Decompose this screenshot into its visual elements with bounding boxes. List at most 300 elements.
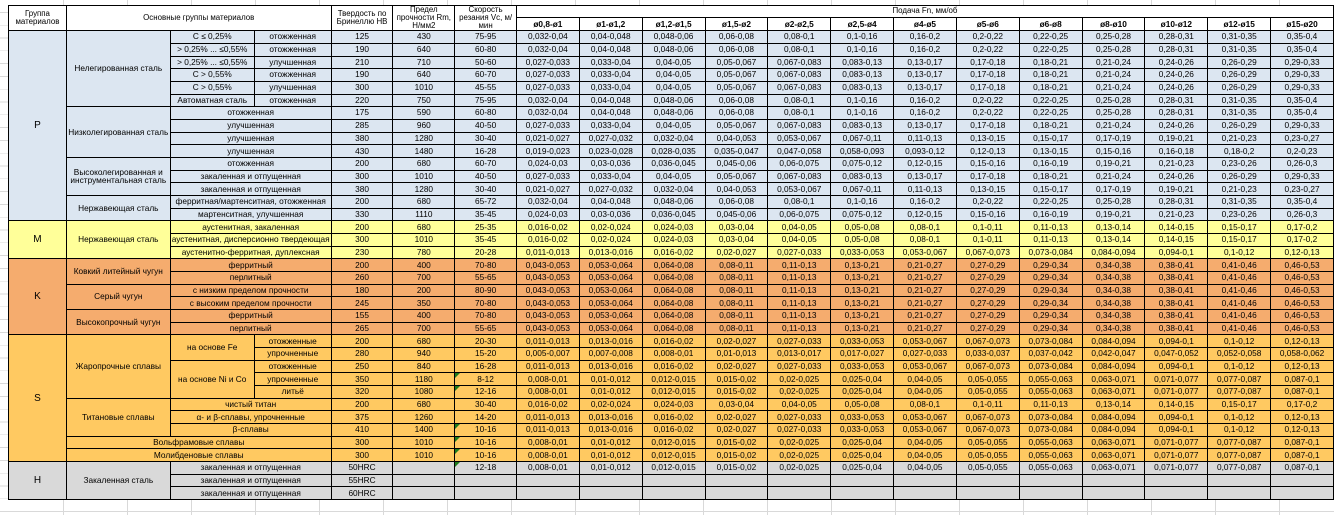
material-subgroup-cell[interactable]: закаленная и отпущенная	[170, 170, 331, 183]
feed-value-cell[interactable]: 0,008-0,01	[516, 436, 579, 449]
strength-cell[interactable]: 1010	[393, 449, 455, 462]
feed-value-cell[interactable]: 0,03-0,036	[579, 157, 642, 170]
feed-value-cell[interactable]: 0,17-0,19	[1082, 132, 1145, 145]
cutting-speed-cell[interactable]: 16-28	[455, 145, 517, 158]
feed-value-cell[interactable]: 0,13-0,21	[831, 297, 894, 310]
feed-value-cell[interactable]: 0,21-0,23	[1145, 208, 1208, 221]
feed-value-cell[interactable]: 0,41-0,46	[1208, 271, 1271, 284]
feed-value-cell[interactable]: 0,15-0,17	[1208, 221, 1271, 234]
feed-value-cell[interactable]: 0,21-0,27	[894, 259, 957, 272]
feed-value-cell[interactable]: 0,21-0,27	[894, 322, 957, 335]
feed-value-cell[interactable]: 0,21-0,24	[1082, 69, 1145, 82]
feed-value-cell[interactable]: 0,27-0,29	[956, 322, 1019, 335]
feed-value-cell[interactable]: 0,012-0,015	[642, 462, 705, 475]
feed-value-cell[interactable]: 0,05-0,055	[956, 462, 1019, 475]
feed-value-cell[interactable]: 0,13-0,17	[894, 56, 957, 69]
cutting-speed-cell[interactable]: 12-18	[455, 462, 517, 475]
feed-value-cell[interactable]: 0,013-0,016	[579, 411, 642, 424]
hardness-cell[interactable]: 125	[331, 31, 393, 44]
feed-value-cell[interactable]: 0,043-0,053	[516, 284, 579, 297]
feed-value-cell[interactable]: 0,06-0,08	[705, 94, 768, 107]
feed-value-cell[interactable]: 0,071-0,077	[1145, 449, 1208, 462]
feed-value-cell[interactable]: 0,1-0,16	[831, 31, 894, 44]
feed-value-cell[interactable]: 0,032-0,04	[516, 43, 579, 56]
feed-value-cell[interactable]: 0,04-0,048	[579, 43, 642, 56]
hardness-cell[interactable]: 320	[331, 386, 393, 399]
feed-value-cell[interactable]: 0,016-0,02	[642, 246, 705, 259]
cutting-speed-cell[interactable]: 8-12	[455, 373, 517, 386]
material-group-letter-cell[interactable]: S	[9, 335, 67, 462]
cutting-speed-cell[interactable]: 70-80	[455, 309, 517, 322]
feed-value-cell[interactable]: 0,043-0,053	[516, 259, 579, 272]
feed-value-cell[interactable]: 0,008-0,01	[642, 347, 705, 360]
feed-value-cell[interactable]: 0,027-0,033	[768, 246, 831, 259]
feed-value-cell[interactable]: 0,011-0,013	[516, 335, 579, 348]
feed-value-cell[interactable]: 0,007-0,008	[579, 347, 642, 360]
feed-value-cell[interactable]: 0,18-0,21	[1019, 56, 1082, 69]
header-diameter-range[interactable]: ø0,8-ø1	[516, 18, 579, 31]
feed-value-cell[interactable]: 0,027-0,033	[516, 56, 579, 69]
strength-cell[interactable]: 680	[393, 195, 455, 208]
feed-value-cell[interactable]: 0,11-0,13	[768, 271, 831, 284]
feed-value-cell[interactable]: 0,24-0,26	[1145, 119, 1208, 132]
feed-value-cell[interactable]: 0,053-0,064	[579, 259, 642, 272]
strength-cell[interactable]: 1080	[393, 386, 455, 399]
feed-value-cell[interactable]: 0,053-0,064	[579, 309, 642, 322]
hardness-cell[interactable]: 410	[331, 424, 393, 437]
feed-value-cell[interactable]: 0,22-0,25	[1019, 31, 1082, 44]
header-diameter-range[interactable]: ø1,2-ø1,5	[642, 18, 705, 31]
strength-cell[interactable]: 640	[393, 69, 455, 82]
feed-value-cell[interactable]: 0,08-0,1	[894, 221, 957, 234]
feed-value-cell[interactable]	[956, 487, 1019, 500]
feed-value-cell[interactable]: 0,21-0,24	[1082, 170, 1145, 183]
strength-cell[interactable]: 1280	[393, 183, 455, 196]
feed-value-cell[interactable]: 0,083-0,13	[831, 56, 894, 69]
feed-value-cell[interactable]: 0,28-0,31	[1145, 107, 1208, 120]
feed-value-cell[interactable]: 0,077-0,087	[1208, 436, 1271, 449]
feed-value-cell[interactable]	[1145, 474, 1208, 487]
feed-value-cell[interactable]: 0,04-0,048	[579, 94, 642, 107]
feed-value-cell[interactable]: 0,043-0,053	[516, 309, 579, 322]
feed-value-cell[interactable]: 0,2-0,23	[1271, 145, 1334, 158]
feed-value-cell[interactable]: 0,16-0,18	[1145, 145, 1208, 158]
strength-cell[interactable]: 200	[393, 284, 455, 297]
strength-cell[interactable]: 590	[393, 107, 455, 120]
cutting-speed-cell[interactable]: 16-28	[455, 360, 517, 373]
header-diameter-range[interactable]: ø5-ø6	[956, 18, 1019, 31]
hardness-cell[interactable]: 190	[331, 69, 393, 82]
strength-cell[interactable]: 1280	[393, 132, 455, 145]
feed-value-cell[interactable]: 0,027-0,033	[516, 170, 579, 183]
material-subgroup-cell[interactable]: перлитный	[170, 271, 331, 284]
feed-value-cell[interactable]: 0,053-0,064	[579, 284, 642, 297]
feed-value-cell[interactable]: 0,12-0,13	[1271, 335, 1334, 348]
feed-value-cell[interactable]: 0,35-0,4	[1271, 94, 1334, 107]
material-subgroup-cell[interactable]: улучшенная	[170, 145, 331, 158]
header-cutting-speed[interactable]: Скорость резания Vc, м/мин	[455, 6, 517, 31]
feed-value-cell[interactable]: 0,073-0,084	[1019, 335, 1082, 348]
feed-value-cell[interactable]: 0,41-0,46	[1208, 322, 1271, 335]
feed-value-cell[interactable]: 0,04-0,05	[642, 81, 705, 94]
feed-value-cell[interactable]: 0,15-0,17	[1208, 233, 1271, 246]
feed-value-cell[interactable]: 0,067-0,073	[956, 411, 1019, 424]
feed-value-cell[interactable]: 0,41-0,46	[1208, 297, 1271, 310]
feed-value-cell[interactable]: 0,067-0,073	[956, 246, 1019, 259]
material-subgroup-cell[interactable]: ферритный	[170, 259, 331, 272]
feed-value-cell[interactable]: 0,01-0,012	[579, 462, 642, 475]
feed-value-cell[interactable]: 0,067-0,073	[956, 424, 1019, 437]
hardness-cell[interactable]: 55HRC	[331, 474, 393, 487]
feed-value-cell[interactable]: 0,063-0,071	[1082, 462, 1145, 475]
feed-value-cell[interactable]: 0,04-0,05	[894, 436, 957, 449]
strength-cell[interactable]	[393, 462, 455, 475]
feed-value-cell[interactable]: 0,028-0,035	[642, 145, 705, 158]
feed-value-cell[interactable]: 0,055-0,063	[1019, 386, 1082, 399]
cutting-speed-cell[interactable]: 40-50	[455, 170, 517, 183]
feed-value-cell[interactable]: 0,016-0,02	[642, 360, 705, 373]
feed-value-cell[interactable]: 0,28-0,31	[1145, 94, 1208, 107]
material-subgroup-cell[interactable]: C ≤ 0,25%	[170, 31, 254, 44]
feed-value-cell[interactable]: 0,08-0,11	[705, 284, 768, 297]
feed-value-cell[interactable]: 0,071-0,077	[1145, 386, 1208, 399]
hardness-cell[interactable]: 60HRC	[331, 487, 393, 500]
feed-value-cell[interactable]: 0,04-0,048	[579, 31, 642, 44]
feed-value-cell[interactable]: 0,19-0,21	[1145, 132, 1208, 145]
feed-value-cell[interactable]: 0,27-0,29	[956, 297, 1019, 310]
feed-value-cell[interactable]: 0,02-0,027	[705, 411, 768, 424]
strength-cell[interactable]: 1180	[393, 373, 455, 386]
feed-value-cell[interactable]: 0,08-0,1	[768, 43, 831, 56]
material-subgroup-cell[interactable]: чистый титан	[170, 398, 331, 411]
feed-value-cell[interactable]: 0,29-0,33	[1271, 119, 1334, 132]
feed-value-cell[interactable]: 0,11-0,13	[1019, 398, 1082, 411]
material-subgroup-cell[interactable]: аустенитная, закаленная	[170, 221, 331, 234]
material-subgroup-cell[interactable]: на основе Ni и Co	[170, 360, 254, 398]
feed-value-cell[interactable]	[516, 487, 579, 500]
feed-value-cell[interactable]: 0,033-0,053	[831, 411, 894, 424]
feed-value-cell[interactable]: 0,02-0,025	[768, 436, 831, 449]
material-subgroup-cell[interactable]: отожженные	[254, 360, 331, 373]
feed-value-cell[interactable]: 0,02-0,024	[579, 398, 642, 411]
feed-value-cell[interactable]: 0,032-0,04	[516, 94, 579, 107]
header-diameter-range[interactable]: ø12-ø15	[1208, 18, 1271, 31]
feed-value-cell[interactable]: 0,048-0,06	[642, 31, 705, 44]
feed-value-cell[interactable]: 0,067-0,073	[956, 360, 1019, 373]
feed-value-cell[interactable]: 0,34-0,38	[1082, 284, 1145, 297]
feed-value-cell[interactable]: 0,043-0,053	[516, 297, 579, 310]
feed-value-cell[interactable]: 0,17-0,18	[956, 170, 1019, 183]
feed-value-cell[interactable]: 0,02-0,027	[705, 335, 768, 348]
material-group-cell[interactable]: Высокопрочный чугун	[66, 309, 170, 334]
feed-value-cell[interactable]: 0,12-0,15	[894, 208, 957, 221]
feed-value-cell[interactable]: 0,12-0,13	[1271, 360, 1334, 373]
feed-value-cell[interactable]: 0,04-0,05	[642, 119, 705, 132]
strength-cell[interactable]: 710	[393, 56, 455, 69]
feed-value-cell[interactable]: 0,13-0,21	[831, 284, 894, 297]
feed-value-cell[interactable]: 0,25-0,28	[1082, 195, 1145, 208]
feed-value-cell[interactable]: 0,26-0,29	[1208, 170, 1271, 183]
cutting-speed-cell[interactable]: 15-20	[455, 347, 517, 360]
material-subgroup-cell[interactable]: упрочненные	[254, 373, 331, 386]
feed-value-cell[interactable]: 0,14-0,15	[1145, 233, 1208, 246]
feed-value-cell[interactable]: 0,2-0,22	[956, 107, 1019, 120]
feed-value-cell[interactable]: 0,46-0,53	[1271, 309, 1334, 322]
hardness-cell[interactable]: 190	[331, 43, 393, 56]
feed-value-cell[interactable]: 0,013-0,016	[579, 246, 642, 259]
material-group-cell[interactable]: Жаропрочные сплавы	[66, 335, 170, 398]
hardness-cell[interactable]: 250	[331, 360, 393, 373]
feed-value-cell[interactable]: 0,15-0,17	[1208, 398, 1271, 411]
feed-value-cell[interactable]: 0,21-0,23	[1145, 157, 1208, 170]
feed-value-cell[interactable]: 0,27-0,29	[956, 271, 1019, 284]
feed-value-cell[interactable]: 0,045-0,06	[705, 208, 768, 221]
cutting-speed-cell[interactable]: 60-70	[455, 157, 517, 170]
feed-value-cell[interactable]: 0,073-0,084	[1019, 411, 1082, 424]
feed-value-cell[interactable]: 0,2-0,22	[956, 195, 1019, 208]
cutting-speed-cell[interactable]: 45-55	[455, 81, 517, 94]
feed-value-cell[interactable]: 0,08-0,1	[768, 195, 831, 208]
feed-value-cell[interactable]: 0,23-0,27	[1271, 183, 1334, 196]
feed-value-cell[interactable]: 0,021-0,027	[516, 183, 579, 196]
feed-value-cell[interactable]: 0,06-0,075	[768, 157, 831, 170]
material-group-cell[interactable]: Вольфрамовые сплавы	[66, 436, 331, 449]
feed-value-cell[interactable]: 0,15-0,16	[956, 208, 1019, 221]
feed-value-cell[interactable]: 0,17-0,18	[956, 69, 1019, 82]
feed-value-cell[interactable]: 0,048-0,06	[642, 195, 705, 208]
feed-value-cell[interactable]	[1082, 487, 1145, 500]
strength-cell[interactable]	[393, 487, 455, 500]
header-diameter-range[interactable]: ø4-ø5	[894, 18, 957, 31]
feed-value-cell[interactable]: 0,027-0,033	[516, 119, 579, 132]
feed-value-cell[interactable]: 0,013-0,016	[579, 360, 642, 373]
header-diameter-range[interactable]: ø6-ø8	[1019, 18, 1082, 31]
feed-value-cell[interactable]: 0,04-0,05	[894, 462, 957, 475]
material-group-cell[interactable]: Титановые сплавы	[66, 398, 170, 436]
feed-value-cell[interactable]: 0,077-0,087	[1208, 386, 1271, 399]
feed-value-cell[interactable]: 0,053-0,064	[579, 297, 642, 310]
feed-value-cell[interactable]: 0,34-0,38	[1082, 309, 1145, 322]
feed-value-cell[interactable]: 0,08-0,1	[768, 107, 831, 120]
feed-value-cell[interactable]: 0,21-0,27	[894, 297, 957, 310]
feed-value-cell[interactable]: 0,071-0,077	[1145, 436, 1208, 449]
feed-value-cell[interactable]: 0,17-0,18	[956, 56, 1019, 69]
feed-value-cell[interactable]: 0,064-0,08	[642, 309, 705, 322]
strength-cell[interactable]: 640	[393, 43, 455, 56]
feed-value-cell[interactable]: 0,083-0,13	[831, 170, 894, 183]
material-subgroup-cell[interactable]: перлитный	[170, 322, 331, 335]
material-subgroup-cell[interactable]: C > 0,55%	[170, 69, 254, 82]
feed-value-cell[interactable]: 0,23-0,27	[1271, 132, 1334, 145]
feed-value-cell[interactable]: 0,058-0,062	[1271, 347, 1334, 360]
feed-value-cell[interactable]: 0,1-0,12	[1208, 424, 1271, 437]
feed-value-cell[interactable]: 0,11-0,13	[894, 183, 957, 196]
hardness-cell[interactable]: 375	[331, 411, 393, 424]
feed-value-cell[interactable]: 0,013-0,016	[579, 424, 642, 437]
material-group-cell[interactable]: Молибденовые сплавы	[66, 449, 331, 462]
feed-value-cell[interactable]: 0,087-0,1	[1271, 449, 1334, 462]
cutting-speed-cell[interactable]: 14-20	[455, 411, 517, 424]
feed-value-cell[interactable]: 0,032-0,04	[516, 31, 579, 44]
feed-value-cell[interactable]: 0,067-0,083	[768, 119, 831, 132]
hardness-cell[interactable]: 200	[331, 221, 393, 234]
feed-value-cell[interactable]: 0,29-0,34	[1019, 284, 1082, 297]
feed-value-cell[interactable]: 0,05-0,055	[956, 449, 1019, 462]
strength-cell[interactable]	[393, 474, 455, 487]
feed-value-cell[interactable]: 0,037-0,042	[1019, 347, 1082, 360]
feed-value-cell[interactable]: 0,063-0,071	[1082, 436, 1145, 449]
strength-cell[interactable]: 700	[393, 271, 455, 284]
feed-value-cell[interactable]: 0,27-0,29	[956, 259, 1019, 272]
feed-value-cell[interactable]: 0,017-0,027	[831, 347, 894, 360]
feed-value-cell[interactable]: 0,016-0,02	[516, 221, 579, 234]
feed-value-cell[interactable]: 0,052-0,058	[1208, 347, 1271, 360]
feed-value-cell[interactable]: 0,25-0,28	[1082, 31, 1145, 44]
header-diameter-range[interactable]: ø1-ø1,2	[579, 18, 642, 31]
feed-value-cell[interactable]: 0,02-0,025	[768, 386, 831, 399]
feed-value-cell[interactable]: 0,28-0,31	[1145, 43, 1208, 56]
feed-value-cell[interactable]: 0,1-0,16	[831, 94, 894, 107]
feed-value-cell[interactable]: 0,22-0,25	[1019, 43, 1082, 56]
feed-value-cell[interactable]: 0,17-0,18	[956, 119, 1019, 132]
feed-value-cell[interactable]: 0,27-0,29	[956, 284, 1019, 297]
material-subgroup-cell[interactable]: закаленная и отпущенная	[170, 487, 331, 500]
hardness-cell[interactable]: 280	[331, 347, 393, 360]
feed-value-cell[interactable]: 0,11-0,13	[1019, 233, 1082, 246]
strength-cell[interactable]: 430	[393, 31, 455, 44]
feed-value-cell[interactable]: 0,077-0,087	[1208, 462, 1271, 475]
feed-value-cell[interactable]: 0,04-0,05	[894, 386, 957, 399]
hardness-cell[interactable]: 265	[331, 322, 393, 335]
feed-value-cell[interactable]: 0,008-0,01	[516, 386, 579, 399]
cutting-speed-cell[interactable]: 75-95	[455, 94, 517, 107]
feed-value-cell[interactable]: 0,16-0,2	[894, 31, 957, 44]
cutting-speed-cell[interactable]: 65-72	[455, 195, 517, 208]
feed-value-cell[interactable]: 0,021-0,027	[516, 132, 579, 145]
feed-value-cell[interactable]: 0,35-0,4	[1271, 43, 1334, 56]
feed-value-cell[interactable]	[1082, 474, 1145, 487]
feed-value-cell[interactable]: 0,027-0,033	[894, 347, 957, 360]
feed-value-cell[interactable]: 0,063-0,071	[1082, 373, 1145, 386]
feed-value-cell[interactable]: 0,06-0,08	[705, 43, 768, 56]
feed-value-cell[interactable]: 0,01-0,013	[705, 347, 768, 360]
feed-value-cell[interactable]: 0,25-0,28	[1082, 94, 1145, 107]
feed-value-cell[interactable]: 0,1-0,11	[956, 233, 1019, 246]
feed-value-cell[interactable]: 0,036-0,045	[642, 157, 705, 170]
hardness-cell[interactable]: 155	[331, 309, 393, 322]
feed-value-cell[interactable]: 0,016-0,02	[516, 233, 579, 246]
material-group-letter-cell[interactable]: H	[9, 462, 67, 500]
feed-value-cell[interactable]: 0,024-0,03	[642, 221, 705, 234]
feed-value-cell[interactable]: 0,21-0,23	[1208, 183, 1271, 196]
feed-value-cell[interactable]: 0,012-0,015	[642, 436, 705, 449]
feed-value-cell[interactable]: 0,027-0,033	[768, 411, 831, 424]
feed-value-cell[interactable]	[1019, 487, 1082, 500]
feed-value-cell[interactable]: 0,21-0,27	[894, 309, 957, 322]
feed-value-cell[interactable]	[579, 487, 642, 500]
feed-value-cell[interactable]: 0,036-0,045	[642, 208, 705, 221]
feed-value-cell[interactable]: 0,04-0,05	[768, 221, 831, 234]
feed-value-cell[interactable]: 0,083-0,13	[831, 69, 894, 82]
feed-value-cell[interactable]: 0,46-0,53	[1271, 297, 1334, 310]
feed-value-cell[interactable]: 0,08-0,11	[705, 309, 768, 322]
hardness-cell[interactable]: 285	[331, 119, 393, 132]
feed-value-cell[interactable]: 0,02-0,024	[579, 233, 642, 246]
feed-value-cell[interactable]: 0,38-0,41	[1145, 322, 1208, 335]
feed-value-cell[interactable]: 0,23-0,26	[1208, 157, 1271, 170]
feed-value-cell[interactable]: 0,071-0,077	[1145, 373, 1208, 386]
feed-value-cell[interactable]: 0,13-0,15	[956, 183, 1019, 196]
feed-value-cell[interactable]: 0,045-0,06	[705, 157, 768, 170]
feed-value-cell[interactable]: 0,24-0,26	[1145, 69, 1208, 82]
feed-value-cell[interactable]: 0,094-0,1	[1145, 411, 1208, 424]
feed-value-cell[interactable]: 0,22-0,25	[1019, 195, 1082, 208]
feed-value-cell[interactable]	[768, 474, 831, 487]
feed-value-cell[interactable]: 0,032-0,04	[642, 183, 705, 196]
cutting-speed-cell[interactable]: 20-30	[455, 335, 517, 348]
feed-value-cell[interactable]: 0,19-0,21	[1145, 183, 1208, 196]
header-diameter-range[interactable]: ø2-ø2,5	[768, 18, 831, 31]
header-strength[interactable]: Предел прочности Rm, Н/мм2	[393, 6, 455, 31]
feed-value-cell[interactable]: 0,05-0,08	[831, 398, 894, 411]
feed-value-cell[interactable]	[705, 487, 768, 500]
material-group-cell[interactable]: Нержавеющая сталь	[66, 195, 170, 220]
feed-value-cell[interactable]: 0,04-0,048	[579, 107, 642, 120]
feed-value-cell[interactable]: 0,084-0,094	[1082, 360, 1145, 373]
feed-value-cell[interactable]: 0,053-0,067	[894, 360, 957, 373]
feed-value-cell[interactable]: 0,02-0,025	[768, 373, 831, 386]
material-subgroup-cell[interactable]: с низким пределом прочности	[170, 284, 331, 297]
feed-value-cell[interactable]: 0,02-0,024	[579, 221, 642, 234]
feed-value-cell[interactable]: 0,064-0,08	[642, 271, 705, 284]
feed-value-cell[interactable]: 0,048-0,06	[642, 94, 705, 107]
material-group-letter-cell[interactable]: P	[9, 31, 67, 221]
feed-value-cell[interactable]: 0,067-0,11	[831, 183, 894, 196]
feed-value-cell[interactable]: 0,16-0,2	[894, 195, 957, 208]
feed-value-cell[interactable]: 0,22-0,25	[1019, 107, 1082, 120]
feed-value-cell[interactable]: 0,29-0,34	[1019, 297, 1082, 310]
feed-value-cell[interactable]: 0,008-0,01	[516, 462, 579, 475]
cutting-speed-cell[interactable]: 60-80	[455, 107, 517, 120]
feed-value-cell[interactable]: 0,41-0,46	[1208, 309, 1271, 322]
strength-cell[interactable]: 840	[393, 360, 455, 373]
feed-value-cell[interactable]: 0,008-0,01	[516, 449, 579, 462]
feed-value-cell[interactable]: 0,016-0,02	[642, 424, 705, 437]
hardness-cell[interactable]: 200	[331, 157, 393, 170]
feed-value-cell[interactable]: 0,073-0,084	[1019, 424, 1082, 437]
feed-value-cell[interactable]: 0,047-0,058	[768, 145, 831, 158]
hardness-cell[interactable]: 200	[331, 398, 393, 411]
feed-value-cell[interactable]: 0,21-0,24	[1082, 56, 1145, 69]
material-group-cell[interactable]: Серый чугун	[66, 284, 170, 309]
feed-value-cell[interactable]: 0,31-0,35	[1208, 107, 1271, 120]
material-group-cell[interactable]: Низколегированная сталь	[66, 107, 170, 158]
feed-value-cell[interactable]: 0,25-0,28	[1082, 43, 1145, 56]
feed-value-cell[interactable]: 0,016-0,02	[642, 335, 705, 348]
feed-value-cell[interactable]: 0,033-0,04	[579, 81, 642, 94]
material-group-cell[interactable]: Нержавеющая сталь	[66, 221, 170, 259]
feed-value-cell[interactable]: 0,084-0,094	[1082, 335, 1145, 348]
cutting-speed-cell[interactable]: 10-16	[455, 449, 517, 462]
feed-value-cell[interactable]: 0,04-0,05	[768, 398, 831, 411]
feed-value-cell[interactable]	[1208, 487, 1271, 500]
feed-value-cell[interactable]: 0,053-0,067	[894, 411, 957, 424]
feed-value-cell[interactable]: 0,15-0,16	[956, 157, 1019, 170]
hardness-cell[interactable]: 350	[331, 373, 393, 386]
hardness-cell[interactable]: 300	[331, 233, 393, 246]
feed-value-cell[interactable]: 0,13-0,21	[831, 309, 894, 322]
feed-value-cell[interactable]: 0,024-0,03	[642, 233, 705, 246]
